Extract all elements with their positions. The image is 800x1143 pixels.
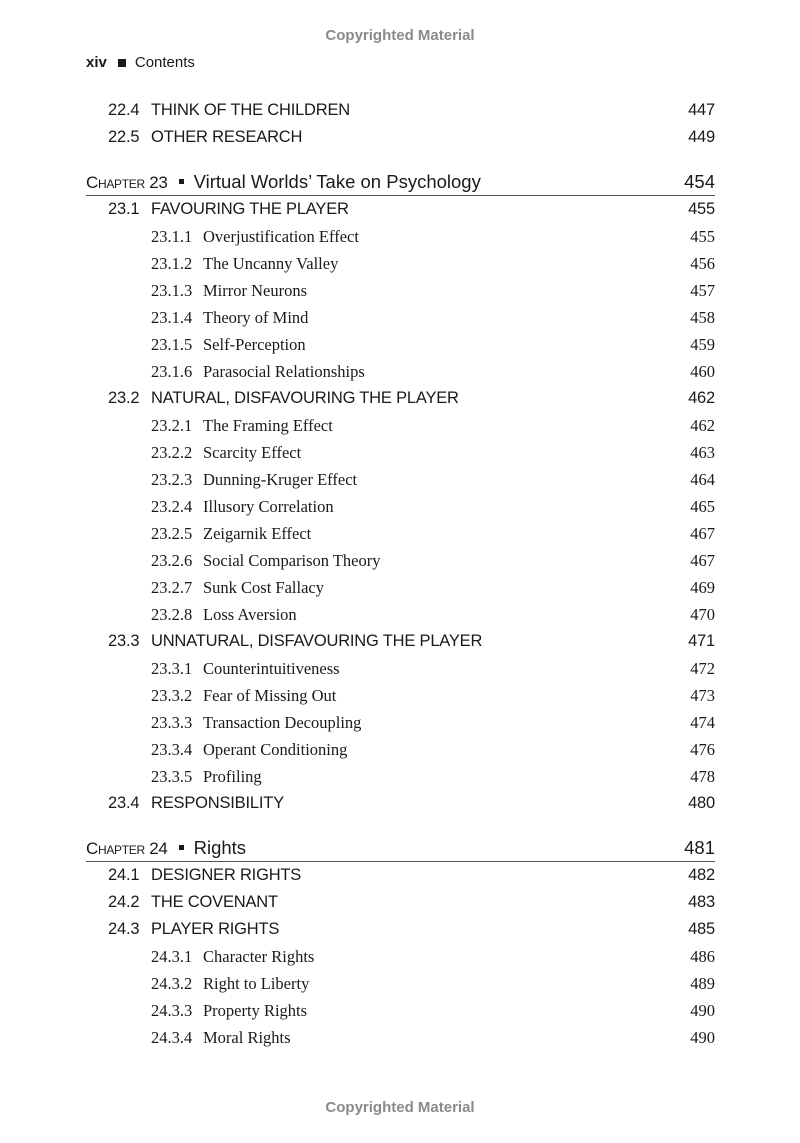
entry-number: 23.1.1 bbox=[151, 227, 193, 246]
entry-page-number: 467 bbox=[690, 551, 715, 570]
square-bullet-icon bbox=[118, 59, 126, 67]
toc-subsection-entry[interactable] bbox=[86, 970, 715, 997]
entry-page-number: 459 bbox=[690, 335, 715, 354]
toc-subsection-entry[interactable] bbox=[86, 358, 715, 385]
entry-number: 23.1.5 bbox=[151, 335, 193, 354]
entry-page-number: 482 bbox=[688, 866, 715, 884]
entry-title: Illusory Correlation bbox=[203, 497, 334, 516]
entry-title: Mirror Neurons bbox=[203, 281, 308, 300]
entry-title: THE COVENANT bbox=[151, 893, 278, 911]
page-folio: xiv bbox=[86, 54, 107, 71]
toc-subsection-entry[interactable] bbox=[86, 412, 715, 439]
entry-page-number: 485 bbox=[688, 920, 715, 938]
entry-number: 24.3.2 bbox=[151, 974, 193, 993]
toc-subsection-entry[interactable] bbox=[86, 655, 715, 682]
toc-subsection-entry[interactable] bbox=[86, 547, 715, 574]
entry-page-number: 462 bbox=[688, 389, 715, 407]
toc-subsection-entry[interactable] bbox=[86, 601, 715, 628]
entry-title: NATURAL, DISFAVOURING THE PLAYER bbox=[151, 389, 459, 407]
entry-page-number: 476 bbox=[690, 740, 715, 759]
entry-page-number: 478 bbox=[690, 767, 715, 786]
entry-page-number: 472 bbox=[690, 659, 715, 678]
entry-title: Profiling bbox=[203, 767, 262, 786]
entry-title: Transaction Decoupling bbox=[203, 713, 362, 732]
entry-title: DESIGNER RIGHTS bbox=[151, 866, 302, 884]
toc-subsection-entry[interactable] bbox=[86, 304, 715, 331]
copyright-watermark-bottom: Copyrighted Material bbox=[325, 1099, 475, 1116]
entry-title: Character Rights bbox=[203, 947, 315, 966]
entry-page-number: 465 bbox=[690, 497, 715, 516]
toc-chapter-entry[interactable] bbox=[86, 834, 715, 862]
entry-title: UNNATURAL, DISFAVOURING THE PLAYER bbox=[151, 632, 483, 650]
entry-number: 23.3.3 bbox=[151, 713, 193, 732]
toc-subsection-entry[interactable] bbox=[86, 763, 715, 790]
square-bullet-icon bbox=[179, 179, 184, 184]
entry-title: PLAYER RIGHTS bbox=[151, 920, 280, 938]
entry-number: 23.4 bbox=[108, 794, 140, 812]
toc-section-entry[interactable] bbox=[86, 889, 715, 916]
entry-page-number: 481 bbox=[684, 837, 715, 858]
entry-page-number: 490 bbox=[690, 1028, 715, 1047]
entry-title: Social Comparison Theory bbox=[203, 551, 381, 570]
entry-number: 23.2.2 bbox=[151, 443, 193, 462]
entry-number: 23.2 bbox=[108, 389, 140, 407]
entry-title: RESPONSIBILITY bbox=[151, 794, 284, 812]
entry-number: 23.3.1 bbox=[151, 659, 193, 678]
toc-subsection-entry[interactable] bbox=[86, 466, 715, 493]
entry-title: Right to Liberty bbox=[203, 974, 310, 993]
entry-page-number: 463 bbox=[690, 443, 715, 462]
toc-subsection-entry[interactable] bbox=[86, 520, 715, 547]
chapter-title: Rights bbox=[193, 837, 247, 858]
entry-number: 23.1.3 bbox=[151, 281, 193, 300]
entry-number: 23.3 bbox=[108, 632, 140, 650]
toc-subsection-entry[interactable] bbox=[86, 736, 715, 763]
entry-number: 23.3.4 bbox=[151, 740, 193, 759]
toc-section-entry[interactable] bbox=[86, 196, 715, 223]
entry-page-number: 474 bbox=[690, 713, 715, 732]
entry-page-number: 489 bbox=[690, 974, 715, 993]
entry-title: Parasocial Relationships bbox=[203, 362, 365, 381]
entry-number: 23.2.4 bbox=[151, 497, 193, 516]
toc-section-entry[interactable] bbox=[86, 790, 715, 817]
entry-title: Moral Rights bbox=[203, 1028, 291, 1047]
entry-title: Sunk Cost Fallacy bbox=[203, 578, 325, 597]
toc-subsection-entry[interactable] bbox=[86, 331, 715, 358]
entry-page-number: 470 bbox=[690, 605, 715, 624]
toc-subsection-entry[interactable] bbox=[86, 250, 715, 277]
entry-title: Counterintuitiveness bbox=[203, 659, 340, 678]
entry-title: Scarcity Effect bbox=[203, 443, 302, 462]
toc-subsection-entry[interactable] bbox=[86, 439, 715, 466]
entry-title: Property Rights bbox=[203, 1001, 308, 1020]
toc-section-entry[interactable] bbox=[86, 628, 715, 655]
entry-number: 22.4 bbox=[108, 101, 140, 119]
entry-page-number: 464 bbox=[690, 470, 715, 489]
entry-number: 23.2.8 bbox=[151, 605, 193, 624]
entry-page-number: 462 bbox=[690, 416, 715, 435]
entry-title: The Uncanny Valley bbox=[203, 254, 339, 273]
entry-number: 24.3.3 bbox=[151, 1001, 193, 1020]
toc-subsection-entry[interactable] bbox=[86, 574, 715, 601]
entry-number: 23.2.3 bbox=[151, 470, 193, 489]
entry-number: 24.3.4 bbox=[151, 1028, 193, 1047]
toc-section-entry[interactable] bbox=[86, 862, 715, 889]
running-head-section: Contents bbox=[134, 54, 195, 71]
entry-page-number: 483 bbox=[688, 893, 715, 911]
toc-subsection-entry[interactable] bbox=[86, 223, 715, 250]
toc-subsection-entry[interactable] bbox=[86, 997, 715, 1024]
toc-subsection-entry[interactable] bbox=[86, 1024, 715, 1051]
toc-subsection-entry[interactable] bbox=[86, 493, 715, 520]
entry-number: 23.2.1 bbox=[151, 416, 193, 435]
entry-number: 23.3.5 bbox=[151, 767, 193, 786]
chapter-label: Chapter 23 bbox=[86, 173, 168, 192]
toc-subsection-entry[interactable] bbox=[86, 277, 715, 304]
running-head bbox=[86, 54, 195, 71]
entry-title: Dunning-Kruger Effect bbox=[203, 470, 358, 489]
entry-title: THINK OF THE CHILDREN bbox=[151, 101, 351, 119]
entry-number: 22.5 bbox=[108, 128, 140, 146]
entry-number: 23.1 bbox=[108, 200, 140, 218]
entry-number: 24.3.1 bbox=[151, 947, 193, 966]
entry-number: 23.2.7 bbox=[151, 578, 193, 597]
entry-page-number: 469 bbox=[690, 578, 715, 597]
entry-number: 24.3 bbox=[108, 920, 140, 938]
toc-section-entry[interactable] bbox=[86, 385, 715, 412]
toc-subsection-entry[interactable] bbox=[86, 943, 715, 970]
entry-title: Fear of Missing Out bbox=[203, 686, 337, 705]
entry-number: 23.1.2 bbox=[151, 254, 193, 273]
entry-page-number: 454 bbox=[684, 171, 715, 192]
toc-section-entry[interactable] bbox=[86, 124, 715, 151]
entry-page-number: 480 bbox=[688, 794, 715, 812]
entry-title: Theory of Mind bbox=[203, 308, 309, 327]
entry-number: 24.1 bbox=[108, 866, 140, 884]
entry-title: FAVOURING THE PLAYER bbox=[151, 200, 349, 218]
table-of-contents bbox=[86, 97, 715, 1051]
toc-subsection-entry[interactable] bbox=[86, 709, 715, 736]
entry-page-number: 455 bbox=[688, 200, 715, 218]
entry-title: The Framing Effect bbox=[203, 416, 333, 435]
entry-number: 23.2.6 bbox=[151, 551, 193, 570]
entry-number: 23.1.6 bbox=[151, 362, 193, 381]
entry-page-number: 447 bbox=[688, 101, 715, 119]
toc-chapter-entry[interactable] bbox=[86, 168, 715, 196]
entry-page-number: 455 bbox=[690, 227, 715, 246]
entry-page-number: 490 bbox=[690, 1001, 715, 1020]
toc-subsection-entry[interactable] bbox=[86, 682, 715, 709]
entry-number: 24.2 bbox=[108, 893, 140, 911]
chapter-title: Virtual Worlds’ Take on Psychology bbox=[193, 171, 481, 192]
entry-page-number: 457 bbox=[690, 281, 715, 300]
entry-page-number: 458 bbox=[690, 308, 715, 327]
entry-number: 23.3.2 bbox=[151, 686, 193, 705]
entry-title: Operant Conditioning bbox=[203, 740, 348, 759]
toc-section-entry[interactable] bbox=[86, 916, 715, 943]
chapter-label: Chapter 24 bbox=[86, 839, 168, 858]
entry-number: 23.2.5 bbox=[151, 524, 193, 543]
toc-section-entry[interactable] bbox=[86, 97, 715, 124]
entry-number: 23.1.4 bbox=[151, 308, 193, 327]
entry-title: Loss Aversion bbox=[203, 605, 297, 624]
entry-page-number: 471 bbox=[688, 632, 715, 650]
entry-page-number: 473 bbox=[690, 686, 715, 705]
entry-page-number: 486 bbox=[690, 947, 715, 966]
square-bullet-icon bbox=[179, 845, 184, 850]
entry-page-number: 449 bbox=[688, 128, 715, 146]
copyright-watermark-top: Copyrighted Material bbox=[325, 27, 475, 44]
entry-title: Zeigarnik Effect bbox=[203, 524, 312, 543]
entry-title: Overjustification Effect bbox=[203, 227, 359, 246]
entry-page-number: 467 bbox=[690, 524, 715, 543]
entry-title: OTHER RESEARCH bbox=[151, 128, 303, 146]
entry-page-number: 456 bbox=[690, 254, 715, 273]
entry-title: Self-Perception bbox=[203, 335, 306, 354]
entry-page-number: 460 bbox=[690, 362, 715, 381]
